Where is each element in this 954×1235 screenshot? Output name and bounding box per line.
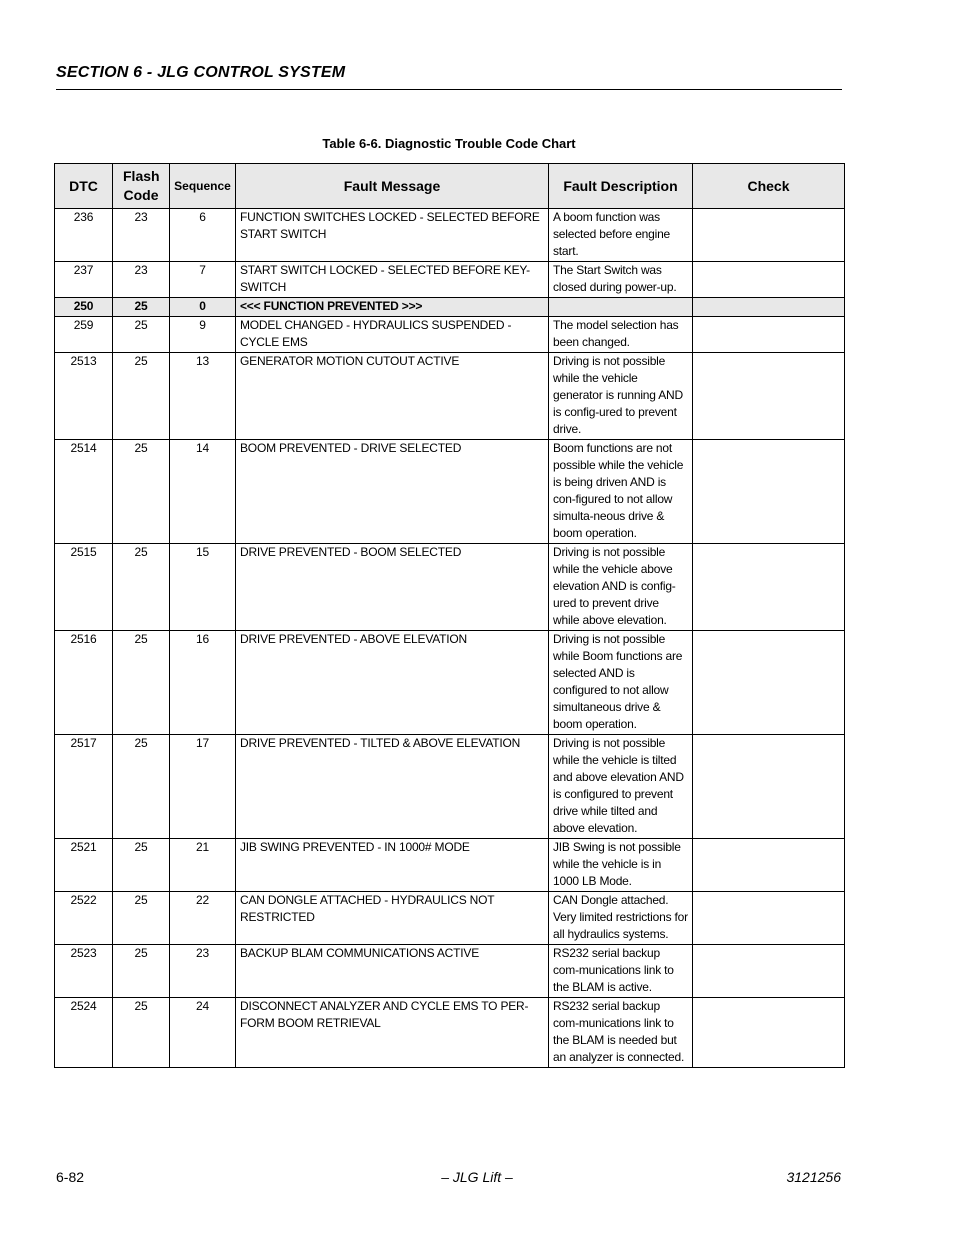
cell-sequence: 14	[170, 440, 236, 544]
cell-sequence: 23	[170, 945, 236, 998]
cell-flash-code: 25	[113, 544, 170, 631]
col-header-fault-message: Fault Message	[236, 164, 549, 209]
cell-flash-code: 25	[113, 440, 170, 544]
col-header-fault-description: Fault Description	[549, 164, 693, 209]
cell-sequence: 13	[170, 353, 236, 440]
cell-dtc: 2513	[55, 353, 113, 440]
cell-dtc: 2516	[55, 631, 113, 735]
cell-sequence: 17	[170, 735, 236, 839]
cell-dtc: 2515	[55, 544, 113, 631]
cell-fault-message: DRIVE PREVENTED - ABOVE ELEVATION	[236, 631, 549, 735]
table-row	[55, 892, 845, 945]
table-row	[55, 945, 845, 998]
cell-fault-description: RS232 serial backup com-munications link to the BLAM is needed but an analyzer is connected.	[549, 998, 693, 1068]
table-row	[55, 735, 845, 839]
col-header-flash-code-label: Flash Code	[123, 168, 160, 203]
cell-check	[693, 317, 845, 353]
cell-flash-code: 25	[113, 892, 170, 945]
cell-sequence: 0	[170, 298, 236, 317]
cell-fault-message: DISCONNECT ANALYZER AND CYCLE EMS TO PER-FORM BOOM RETRIEVAL	[236, 998, 549, 1068]
cell-fault-message: BACKUP BLAM COMMUNICATIONS ACTIVE	[236, 945, 549, 998]
table-row	[55, 839, 845, 892]
cell-check	[693, 544, 845, 631]
cell-check	[693, 209, 845, 262]
cell-fault-message: CAN DONGLE ATTACHED - HYDRAULICS NOT RESTRICTED	[236, 892, 549, 945]
cell-check	[693, 735, 845, 839]
table-row	[55, 353, 845, 440]
cell-flash-code: 25	[113, 631, 170, 735]
col-header-flash-code	[113, 164, 170, 209]
cell-dtc: 259	[55, 317, 113, 353]
cell-check	[693, 892, 845, 945]
dtc-table	[54, 163, 845, 1068]
table-row	[55, 631, 845, 735]
header-rule	[56, 89, 842, 90]
cell-sequence: 7	[170, 262, 236, 298]
cell-fault-description: Driving is not possible while the vehicle generator is running AND is config-ured to prevent drive.	[549, 353, 693, 440]
footer-page-number: 6-82	[56, 1169, 85, 1185]
cell-flash-code: 25	[113, 998, 170, 1068]
cell-fault-description: RS232 serial backup com-munications link to the BLAM is active.	[549, 945, 693, 998]
cell-sequence: 22	[170, 892, 236, 945]
table-row	[55, 440, 845, 544]
cell-fault-description: Driving is not possible while Boom functions are selected AND is configured to not allow simultaneous drive & boom operation.	[549, 631, 693, 735]
cell-fault-description: A boom function was selected before engine start.	[549, 209, 693, 262]
cell-fault-message: BOOM PREVENTED - DRIVE SELECTED	[236, 440, 549, 544]
table-row	[55, 998, 845, 1068]
col-header-dtc: DTC	[55, 164, 113, 209]
cell-fault-message: MODEL CHANGED - HYDRAULICS SUSPENDED - CYCLE EMS	[236, 317, 549, 353]
cell-fault-description: CAN Dongle attached. Very limited restrictions for all hydraulics systems.	[549, 892, 693, 945]
cell-sequence: 6	[170, 209, 236, 262]
table-caption: Table 6-6. Diagnostic Trouble Code Chart	[322, 136, 576, 151]
cell-check	[693, 440, 845, 544]
cell-sequence: 24	[170, 998, 236, 1068]
cell-check	[693, 262, 845, 298]
table-row	[55, 262, 845, 298]
cell-dtc: 236	[55, 209, 113, 262]
cell-flash-code: 25	[113, 839, 170, 892]
cell-flash-code: 23	[113, 209, 170, 262]
cell-fault-description: Boom functions are not possible while the vehicle is being driven AND is con-figured to not allow simulta-neous drive & boom operation.	[549, 440, 693, 544]
cell-dtc: 2521	[55, 839, 113, 892]
cell-dtc: 2514	[55, 440, 113, 544]
cell-fault-description	[549, 298, 693, 317]
cell-dtc: 2524	[55, 998, 113, 1068]
cell-check	[693, 631, 845, 735]
table-row	[55, 317, 845, 353]
cell-check	[693, 353, 845, 440]
cell-fault-message: GENERATOR MOTION CUTOUT ACTIVE	[236, 353, 549, 440]
cell-dtc: 2523	[55, 945, 113, 998]
cell-sequence: 16	[170, 631, 236, 735]
table-row	[55, 209, 845, 262]
cell-fault-message: <<< FUNCTION PREVENTED >>>	[236, 298, 549, 317]
cell-dtc: 237	[55, 262, 113, 298]
cell-flash-code: 25	[113, 298, 170, 317]
table-row	[55, 298, 845, 317]
cell-fault-description: The model selection has been changed.	[549, 317, 693, 353]
cell-dtc: 2522	[55, 892, 113, 945]
footer-publisher: – JLG Lift –	[441, 1169, 513, 1185]
cell-fault-message: FUNCTION SWITCHES LOCKED - SELECTED BEFORE START SWITCH	[236, 209, 549, 262]
footer-doc-number: 3121256	[786, 1169, 841, 1185]
cell-fault-description: Driving is not possible while the vehicle is tilted and above elevation AND is configured to prevent drive while tilted and above elevation.	[549, 735, 693, 839]
cell-flash-code: 25	[113, 945, 170, 998]
section-title: SECTION 6 - JLG CONTROL SYSTEM	[56, 64, 346, 81]
cell-flash-code: 25	[113, 735, 170, 839]
cell-fault-message: START SWITCH LOCKED - SELECTED BEFORE KEY-SWITCH	[236, 262, 549, 298]
cell-sequence: 21	[170, 839, 236, 892]
cell-check	[693, 298, 845, 317]
cell-sequence: 15	[170, 544, 236, 631]
cell-fault-description: The Start Switch was closed during power-up.	[549, 262, 693, 298]
cell-flash-code: 25	[113, 317, 170, 353]
col-header-check: Check	[693, 164, 845, 209]
cell-fault-message: DRIVE PREVENTED - BOOM SELECTED	[236, 544, 549, 631]
cell-sequence: 9	[170, 317, 236, 353]
cell-fault-description: Driving is not possible while the vehicle above elevation AND is config-ured to prevent drive while above elevation.	[549, 544, 693, 631]
table-row	[55, 544, 845, 631]
cell-fault-message: DRIVE PREVENTED - TILTED & ABOVE ELEVATION	[236, 735, 549, 839]
cell-dtc: 250	[55, 298, 113, 317]
cell-check	[693, 998, 845, 1068]
cell-flash-code: 23	[113, 262, 170, 298]
cell-check	[693, 839, 845, 892]
cell-dtc: 2517	[55, 735, 113, 839]
table-header-row	[55, 164, 845, 209]
cell-flash-code: 25	[113, 353, 170, 440]
cell-fault-description: JIB Swing is not possible while the vehicle is in 1000 LB Mode.	[549, 839, 693, 892]
cell-fault-message: JIB SWING PREVENTED - IN 1000# MODE	[236, 839, 549, 892]
col-header-sequence: Sequence	[170, 164, 236, 209]
cell-check	[693, 945, 845, 998]
